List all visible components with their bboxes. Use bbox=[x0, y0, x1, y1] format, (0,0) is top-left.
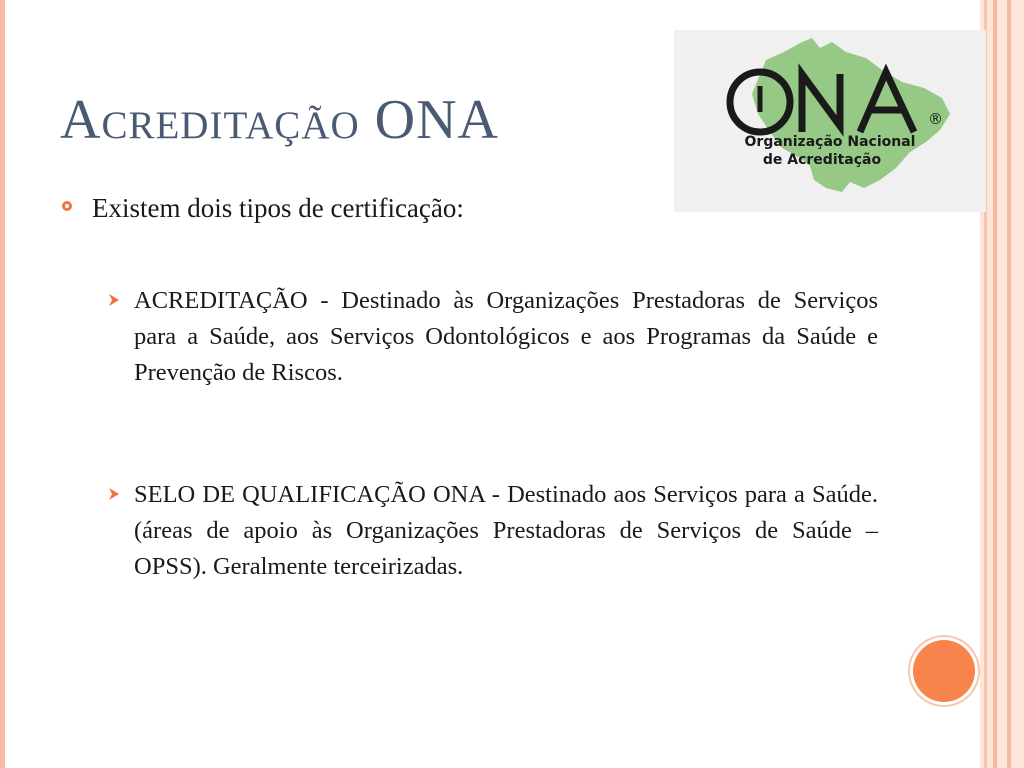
sub-bullet-acreditacao bbox=[106, 283, 878, 391]
main-bullet-text: Existem dois tipos de certificação: bbox=[92, 193, 464, 223]
bullet-circle-icon bbox=[62, 201, 72, 211]
arrow-right-icon bbox=[106, 486, 122, 502]
sub-bullet-text: SELO DE QUALIFICAÇÃO ONA - Destinado aos Serviços para a Saúde. (áreas de apoio às Organizações Prestadoras de Serviços de Saúde – OPSS). Geralmente terceirizadas. bbox=[134, 481, 878, 580]
logo-line-2: de Acreditação bbox=[762, 152, 882, 168]
decorative-orange-circle bbox=[913, 640, 975, 702]
right-stripe-decoration bbox=[980, 0, 1024, 768]
ona-logo bbox=[674, 30, 986, 212]
logo-line-1: Organização Nacional bbox=[744, 134, 916, 150]
registered-mark: ® bbox=[928, 110, 943, 128]
sub-bullet-text: ACREDITAÇÃO - Destinado às Organizações Prestadoras de Serviços para a Saúde, aos Serviços Odontológicos e aos Programas da Saúde e Prevenção de Riscos. bbox=[134, 287, 878, 386]
sub-bullet-selo bbox=[106, 477, 878, 585]
slide-title: Acreditação ONA bbox=[60, 89, 499, 151]
left-border-decoration bbox=[0, 0, 5, 768]
arrow-right-icon bbox=[106, 292, 122, 308]
brazil-map-shape bbox=[752, 38, 950, 192]
ona-logo-graphic bbox=[674, 30, 986, 212]
